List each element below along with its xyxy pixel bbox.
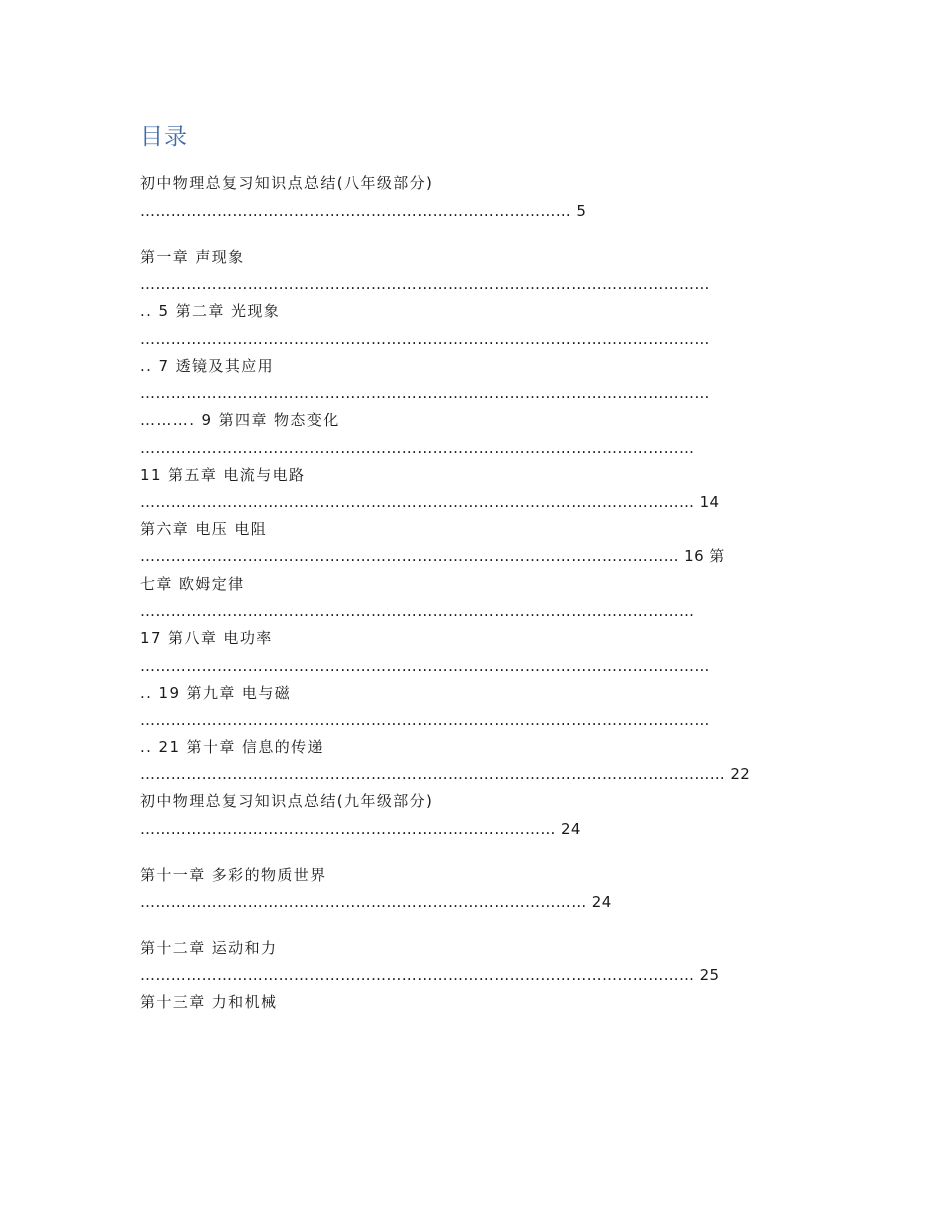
toc-line[interactable]: 11 第五章 电流与电路	[140, 466, 306, 484]
toc-line[interactable]: 17 第八章 电功率	[140, 629, 273, 647]
toc-line[interactable]: 初中物理总复习知识点总结(八年级部分)	[140, 174, 434, 192]
toc-leader-line[interactable]: …………………………………………………………………………………………………	[140, 330, 710, 348]
toc-line[interactable]: 第十三章 力和机械	[140, 993, 278, 1011]
toc-leader-line[interactable]: …………………………………………………………………………………………………… 22	[140, 765, 751, 783]
toc-line[interactable]: .. 21 第十章 信息的传递	[140, 738, 324, 756]
toc-leader-line[interactable]: ……………………………………………………………………… 24	[140, 820, 581, 838]
toc-line[interactable]: 初中物理总复习知识点总结(九年级部分)	[140, 792, 434, 810]
toc-heading: 目录	[140, 124, 188, 150]
toc-leader-line[interactable]: …………………………………………………………………………… 24	[140, 893, 612, 911]
toc-leader-line[interactable]: …………………………………………………………………………………………………	[140, 657, 710, 675]
toc-line[interactable]: ………. 9 第四章 物态变化	[140, 411, 340, 429]
toc-line[interactable]: 第六章 电压 电阻	[140, 520, 268, 538]
toc-line[interactable]: 第十二章 运动和力	[140, 939, 278, 957]
toc-leader-line[interactable]: ………………………………………………………………………………………………	[140, 439, 695, 457]
toc-line[interactable]: .. 5 第二章 光现象	[140, 302, 281, 320]
toc-leader-line[interactable]: ……………………………………………………………………………………………… 25	[140, 966, 720, 984]
toc-leader-line[interactable]: …………………………………………………………………………………………… 16 第	[140, 547, 725, 565]
toc-line[interactable]: .. 7 透镜及其应用	[140, 357, 275, 375]
toc-leader-line[interactable]: …………………………………………………………………………………………………	[140, 711, 710, 729]
toc-line[interactable]: .. 19 第九章 电与磁	[140, 684, 292, 702]
toc-leader-line[interactable]: ……………………………………………………………………………………………… 14	[140, 493, 720, 511]
toc-line[interactable]: 第十一章 多彩的物质世界	[140, 866, 327, 884]
toc-leader-line[interactable]: …………………………………………………………………………………………………	[140, 384, 710, 402]
toc-line[interactable]: 七章 欧姆定律	[140, 575, 245, 593]
toc-leader-line[interactable]: ………………………………………………………………………………………………	[140, 602, 695, 620]
toc-leader-line[interactable]: ………………………………………………………………………… 5	[140, 202, 587, 220]
toc-line[interactable]: 第一章 声现象	[140, 248, 245, 266]
toc-leader-line[interactable]: …………………………………………………………………………………………………	[140, 275, 710, 293]
